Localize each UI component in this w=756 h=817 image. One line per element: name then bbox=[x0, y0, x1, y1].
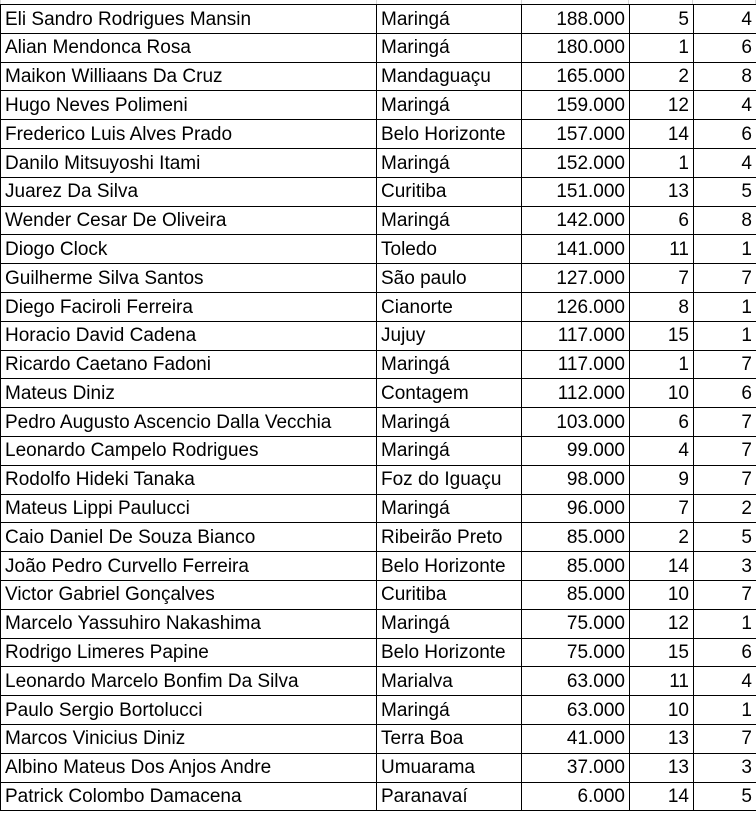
cell-number-second[interactable]: 7 bbox=[694, 436, 756, 465]
cell-number-second[interactable]: 7 bbox=[694, 465, 756, 494]
cell-person-name[interactable]: Albino Mateus Dos Anjos Andre bbox=[1, 753, 377, 782]
cell-number-first[interactable]: 13 bbox=[630, 177, 694, 206]
table-row bbox=[1, 62, 756, 91]
cell-city[interactable]: São paulo bbox=[377, 264, 522, 293]
cell-person-name[interactable]: Eli Sandro Rodrigues Mansin bbox=[1, 5, 377, 34]
cell-number-second[interactable]: 5 bbox=[694, 523, 756, 552]
cell-number-second[interactable]: 6 bbox=[694, 120, 756, 149]
cell-city[interactable]: Paranavaí bbox=[377, 782, 522, 811]
cell-number-first[interactable]: 11 bbox=[630, 235, 694, 264]
cell-value[interactable]: 98.000 bbox=[522, 465, 630, 494]
cell-number-second[interactable]: 3 bbox=[694, 552, 756, 581]
cell-city[interactable]: Terra Boa bbox=[377, 724, 522, 753]
cell-city[interactable]: Cianorte bbox=[377, 292, 522, 321]
cell-city[interactable]: Maringá bbox=[377, 436, 522, 465]
cell-person-name[interactable]: Pedro Augusto Ascencio Dalla Vecchia bbox=[1, 408, 377, 437]
cell-city[interactable]: Ribeirão Preto bbox=[377, 523, 522, 552]
cell-number-first[interactable]: 14 bbox=[630, 120, 694, 149]
cell-number-second[interactable]: 1 bbox=[694, 235, 756, 264]
cell-city[interactable]: Maringá bbox=[377, 408, 522, 437]
cell-city[interactable]: Maringá bbox=[377, 33, 522, 62]
table-row bbox=[1, 120, 756, 149]
cell-number-second[interactable]: 6 bbox=[694, 638, 756, 667]
cell-number-first[interactable]: 10 bbox=[630, 580, 694, 609]
table-body bbox=[1, 5, 756, 811]
table-row bbox=[1, 177, 756, 206]
cell-number-second[interactable]: 1 bbox=[694, 292, 756, 321]
cell-value[interactable]: 99.000 bbox=[522, 436, 630, 465]
cell-number-first[interactable]: 14 bbox=[630, 552, 694, 581]
cell-person-name[interactable]: Victor Gabriel Gonçalves bbox=[1, 580, 377, 609]
cell-person-name[interactable]: Rodrigo Limeres Papine bbox=[1, 638, 377, 667]
cell-value[interactable]: 117.000 bbox=[522, 350, 630, 379]
cell-value[interactable]: 157.000 bbox=[522, 120, 630, 149]
cell-value[interactable]: 41.000 bbox=[522, 724, 630, 753]
cell-number-first[interactable]: 15 bbox=[630, 638, 694, 667]
cell-number-first[interactable]: 7 bbox=[630, 264, 694, 293]
cell-person-name[interactable]: Caio Daniel De Souza Bianco bbox=[1, 523, 377, 552]
cell-number-second[interactable]: 7 bbox=[694, 580, 756, 609]
cell-number-first[interactable]: 7 bbox=[630, 494, 694, 523]
cell-value[interactable]: 96.000 bbox=[522, 494, 630, 523]
cell-number-second[interactable]: 4 bbox=[694, 667, 756, 696]
cell-number-first[interactable]: 14 bbox=[630, 782, 694, 811]
cell-city[interactable]: Maringá bbox=[377, 494, 522, 523]
cell-number-first[interactable]: 9 bbox=[630, 465, 694, 494]
cell-number-first[interactable]: 2 bbox=[630, 523, 694, 552]
cell-value[interactable]: 63.000 bbox=[522, 667, 630, 696]
cell-number-second[interactable]: 1 bbox=[694, 696, 756, 725]
cell-city[interactable]: Maringá bbox=[377, 5, 522, 34]
cell-city[interactable]: Foz do Iguaçu bbox=[377, 465, 522, 494]
cell-number-first[interactable]: 4 bbox=[630, 436, 694, 465]
cell-number-first[interactable]: 6 bbox=[630, 408, 694, 437]
table-row bbox=[1, 667, 756, 696]
cell-value[interactable]: 127.000 bbox=[522, 264, 630, 293]
cell-number-first[interactable]: 10 bbox=[630, 379, 694, 408]
cell-person-name[interactable]: Danilo Mitsuyoshi Itami bbox=[1, 148, 377, 177]
cell-person-name[interactable]: Leonardo Campelo Rodrigues bbox=[1, 436, 377, 465]
cell-person-name[interactable]: Marcelo Yassuhiro Nakashima bbox=[1, 609, 377, 638]
cell-city[interactable]: Belo Horizonte bbox=[377, 552, 522, 581]
table-row bbox=[1, 264, 756, 293]
cell-city[interactable]: Contagem bbox=[377, 379, 522, 408]
cell-person-name[interactable]: Alian Mendonca Rosa bbox=[1, 33, 377, 62]
cell-person-name[interactable]: Patrick Colombo Damacena bbox=[1, 782, 377, 811]
cell-number-second[interactable]: 1 bbox=[694, 321, 756, 350]
cell-number-second[interactable]: 5 bbox=[694, 782, 756, 811]
cell-city[interactable]: Curitiba bbox=[377, 177, 522, 206]
table-row bbox=[1, 465, 756, 494]
cell-value[interactable]: 142.000 bbox=[522, 206, 630, 235]
cell-city[interactable]: Maringá bbox=[377, 148, 522, 177]
cell-number-first[interactable]: 5 bbox=[630, 5, 694, 34]
table-row bbox=[1, 609, 756, 638]
cell-number-first[interactable]: 10 bbox=[630, 696, 694, 725]
cell-value[interactable]: 165.000 bbox=[522, 62, 630, 91]
cell-number-first[interactable]: 11 bbox=[630, 667, 694, 696]
table-row bbox=[1, 436, 756, 465]
cell-number-first[interactable]: 12 bbox=[630, 91, 694, 120]
cell-value[interactable]: 6.000 bbox=[522, 782, 630, 811]
cell-value[interactable]: 188.000 bbox=[522, 5, 630, 34]
cell-person-name[interactable]: Ricardo Caetano Fadoni bbox=[1, 350, 377, 379]
cell-person-name[interactable]: Diego Faciroli Ferreira bbox=[1, 292, 377, 321]
cell-city[interactable]: Maringá bbox=[377, 609, 522, 638]
cell-number-first[interactable]: 1 bbox=[630, 33, 694, 62]
cell-value[interactable]: 85.000 bbox=[522, 580, 630, 609]
cell-value[interactable]: 103.000 bbox=[522, 408, 630, 437]
table-row bbox=[1, 292, 756, 321]
cell-number-second[interactable]: 8 bbox=[694, 62, 756, 91]
cell-person-name[interactable]: Paulo Sergio Bortolucci bbox=[1, 696, 377, 725]
table-row bbox=[1, 235, 756, 264]
cell-person-name[interactable]: Leonardo Marcelo Bonfim Da Silva bbox=[1, 667, 377, 696]
table-row bbox=[1, 638, 756, 667]
cell-value[interactable]: 117.000 bbox=[522, 321, 630, 350]
table-row bbox=[1, 148, 756, 177]
cell-value[interactable]: 126.000 bbox=[522, 292, 630, 321]
cell-value[interactable]: 159.000 bbox=[522, 91, 630, 120]
cell-city[interactable]: Belo Horizonte bbox=[377, 120, 522, 149]
cell-number-first[interactable]: 2 bbox=[630, 62, 694, 91]
cell-number-second[interactable]: 1 bbox=[694, 609, 756, 638]
table-row bbox=[1, 91, 756, 120]
cell-person-name[interactable]: Guilherme Silva Santos bbox=[1, 264, 377, 293]
cell-city[interactable]: Maringá bbox=[377, 350, 522, 379]
cell-value[interactable]: 63.000 bbox=[522, 696, 630, 725]
table-row bbox=[1, 321, 756, 350]
cell-number-first[interactable]: 12 bbox=[630, 609, 694, 638]
cell-city[interactable]: Maringá bbox=[377, 206, 522, 235]
cell-city[interactable]: Umuarama bbox=[377, 753, 522, 782]
cell-city[interactable]: Jujuy bbox=[377, 321, 522, 350]
cell-city[interactable]: Maringá bbox=[377, 696, 522, 725]
cell-number-second[interactable]: 7 bbox=[694, 408, 756, 437]
cell-city[interactable]: Curitiba bbox=[377, 580, 522, 609]
cell-value[interactable]: 85.000 bbox=[522, 523, 630, 552]
cell-person-name[interactable]: Rodolfo Hideki Tanaka bbox=[1, 465, 377, 494]
table-row bbox=[1, 379, 756, 408]
cell-number-second[interactable]: 4 bbox=[694, 91, 756, 120]
table-row bbox=[1, 206, 756, 235]
cell-value[interactable]: 141.000 bbox=[522, 235, 630, 264]
cell-number-second[interactable]: 7 bbox=[694, 724, 756, 753]
cell-value[interactable]: 151.000 bbox=[522, 177, 630, 206]
cell-city[interactable]: Marialva bbox=[377, 667, 522, 696]
cell-number-second[interactable]: 8 bbox=[694, 206, 756, 235]
cell-number-first[interactable]: 1 bbox=[630, 350, 694, 379]
cell-person-name[interactable]: Frederico Luis Alves Prado bbox=[1, 120, 377, 149]
cell-value[interactable]: 180.000 bbox=[522, 33, 630, 62]
cell-person-name[interactable]: Diogo Clock bbox=[1, 235, 377, 264]
cell-person-name[interactable]: Wender Cesar De Oliveira bbox=[1, 206, 377, 235]
cell-value[interactable]: 37.000 bbox=[522, 753, 630, 782]
table-row bbox=[1, 408, 756, 437]
table-row bbox=[1, 523, 756, 552]
cell-value[interactable]: 75.000 bbox=[522, 609, 630, 638]
cell-number-second[interactable]: 7 bbox=[694, 350, 756, 379]
cell-value[interactable]: 75.000 bbox=[522, 638, 630, 667]
cell-number-second[interactable]: 4 bbox=[694, 148, 756, 177]
cell-city[interactable]: Toledo bbox=[377, 235, 522, 264]
cell-person-name[interactable]: Mateus Lippi Paulucci bbox=[1, 494, 377, 523]
table-row bbox=[1, 494, 756, 523]
table-row bbox=[1, 724, 756, 753]
table-row bbox=[1, 5, 756, 34]
table-row bbox=[1, 552, 756, 581]
table-row bbox=[1, 33, 756, 62]
table-row bbox=[1, 350, 756, 379]
cell-value[interactable]: 85.000 bbox=[522, 552, 630, 581]
cell-person-name[interactable]: Marcos Vinicius Diniz bbox=[1, 724, 377, 753]
cell-city[interactable]: Mandaguaçu bbox=[377, 62, 522, 91]
cell-number-second[interactable]: 2 bbox=[694, 494, 756, 523]
table-row bbox=[1, 696, 756, 725]
data-table bbox=[0, 4, 756, 811]
cell-number-second[interactable]: 5 bbox=[694, 177, 756, 206]
cell-number-first[interactable]: 13 bbox=[630, 753, 694, 782]
cell-number-first[interactable]: 6 bbox=[630, 206, 694, 235]
cell-value[interactable]: 112.000 bbox=[522, 379, 630, 408]
cell-person-name[interactable]: João Pedro Curvello Ferreira bbox=[1, 552, 377, 581]
cell-number-first[interactable]: 13 bbox=[630, 724, 694, 753]
cell-number-first[interactable]: 15 bbox=[630, 321, 694, 350]
cell-number-second[interactable]: 7 bbox=[694, 264, 756, 293]
cell-number-first[interactable]: 8 bbox=[630, 292, 694, 321]
cell-value[interactable]: 152.000 bbox=[522, 148, 630, 177]
cell-number-second[interactable]: 4 bbox=[694, 5, 756, 34]
cell-number-first[interactable]: 1 bbox=[630, 148, 694, 177]
cell-city[interactable]: Maringá bbox=[377, 91, 522, 120]
cell-city[interactable]: Belo Horizonte bbox=[377, 638, 522, 667]
cell-person-name[interactable]: Maikon Williaans Da Cruz bbox=[1, 62, 377, 91]
cell-person-name[interactable]: Horacio David Cadena bbox=[1, 321, 377, 350]
cell-person-name[interactable]: Hugo Neves Polimeni bbox=[1, 91, 377, 120]
cell-person-name[interactable]: Mateus Diniz bbox=[1, 379, 377, 408]
table-row bbox=[1, 580, 756, 609]
cell-person-name[interactable]: Juarez Da Silva bbox=[1, 177, 377, 206]
cell-number-second[interactable]: 3 bbox=[694, 753, 756, 782]
cell-number-second[interactable]: 6 bbox=[694, 33, 756, 62]
cell-number-second[interactable]: 6 bbox=[694, 379, 756, 408]
table-row bbox=[1, 753, 756, 782]
table-row bbox=[1, 782, 756, 811]
